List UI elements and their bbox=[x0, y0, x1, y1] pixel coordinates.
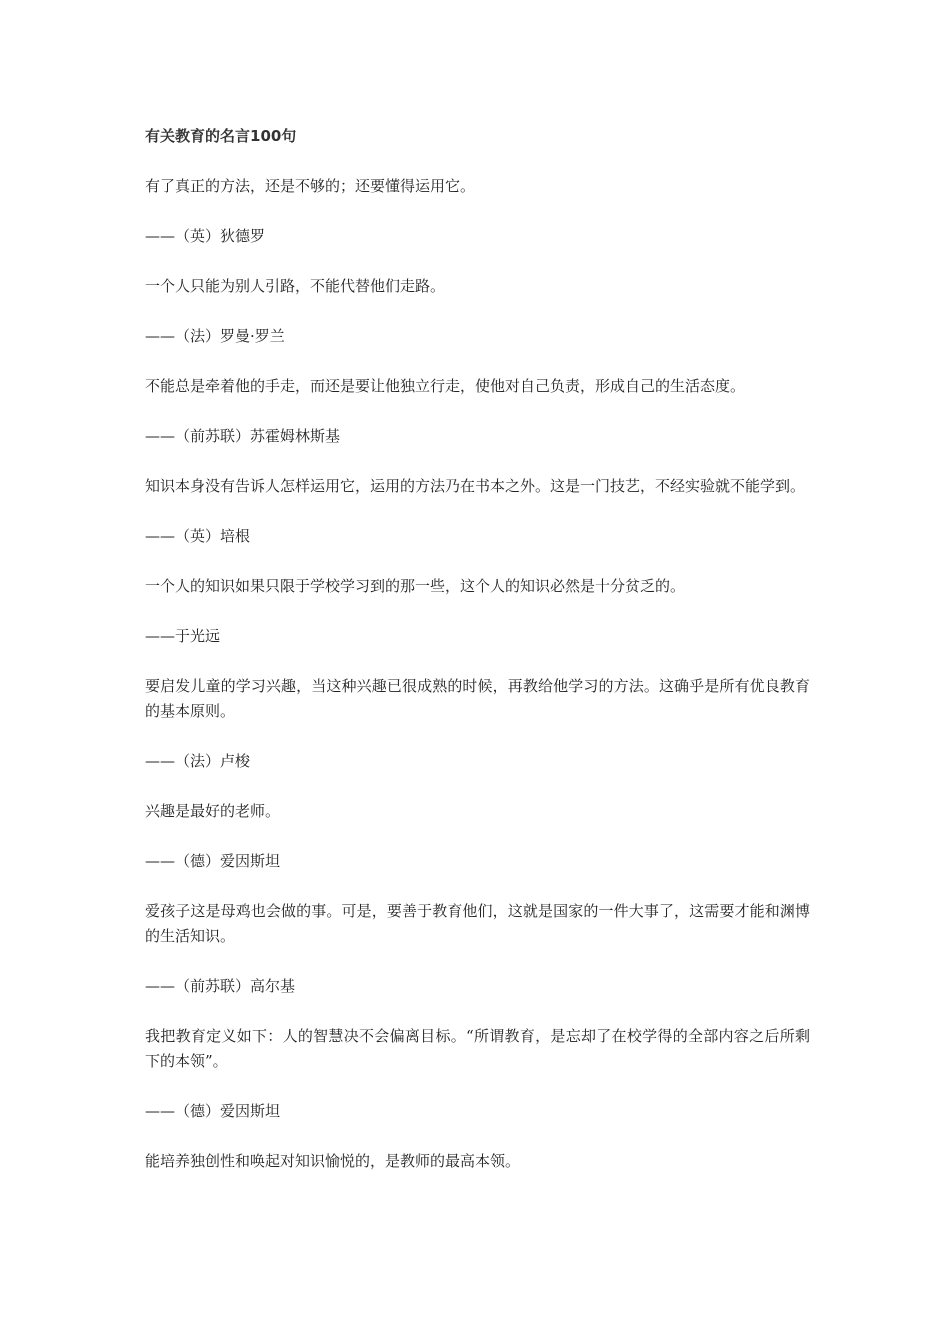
quote-attribution: ——（法）罗曼·罗兰 bbox=[145, 327, 285, 345]
quote-attribution: ——（法）卢梭 bbox=[145, 752, 251, 770]
quote-attribution: ——（前苏联）高尔基 bbox=[145, 977, 296, 995]
quote-text: 一个人的知识如果只限于学校学习到的那一些，这个人的知识必然是十分贫乏的。 bbox=[145, 577, 686, 595]
document-title: 有关教育的名言100句 bbox=[145, 127, 297, 145]
quote-attribution: ——（前苏联）苏霍姆林斯基 bbox=[145, 427, 341, 445]
quote-attribution: ——（德）爱因斯坦 bbox=[145, 1102, 281, 1120]
quote-text: 兴趣是最好的老师。 bbox=[145, 802, 281, 820]
quote-attribution: ——于光远 bbox=[145, 627, 221, 645]
quote-attribution: ——（英）培根 bbox=[145, 527, 251, 545]
quote-text: 能培养独创性和唤起对知识愉悦的，是教师的最高本领。 bbox=[145, 1152, 521, 1170]
document-page bbox=[145, 124, 810, 1199]
quote-text: 我把教育定义如下：人的智慧决不会偏离目标。“所谓教育，是忘却了在校学得的全部内容之后所剩下的本领”。 bbox=[145, 1027, 810, 1070]
quote-text: 不能总是牵着他的手走，而还是要让他独立行走，使他对自己负责，形成自己的生活态度。 bbox=[145, 377, 746, 395]
quote-text: 要启发儿童的学习兴趣，当这种兴趣已很成熟的时候，再教给他学习的方法。这确乎是所有优良教育的基本原则。 bbox=[145, 677, 810, 720]
quote-text: 爱孩子这是母鸡也会做的事。可是，要善于教育他们，这就是国家的一件大事了，这需要才能和渊博的生活知识。 bbox=[145, 902, 810, 945]
quote-attribution: ——（英）狄德罗 bbox=[145, 227, 266, 245]
quote-text: 知识本身没有告诉人怎样运用它，运用的方法乃在书本之外。这是一门技艺，不经实验就不能学到。 bbox=[145, 477, 806, 495]
quote-attribution: ——（德）爱因斯坦 bbox=[145, 852, 281, 870]
quote-text: 一个人只能为别人引路，不能代替他们走路。 bbox=[145, 277, 446, 295]
quote-text: 有了真正的方法，还是不够的；还要懂得运用它。 bbox=[145, 177, 476, 195]
